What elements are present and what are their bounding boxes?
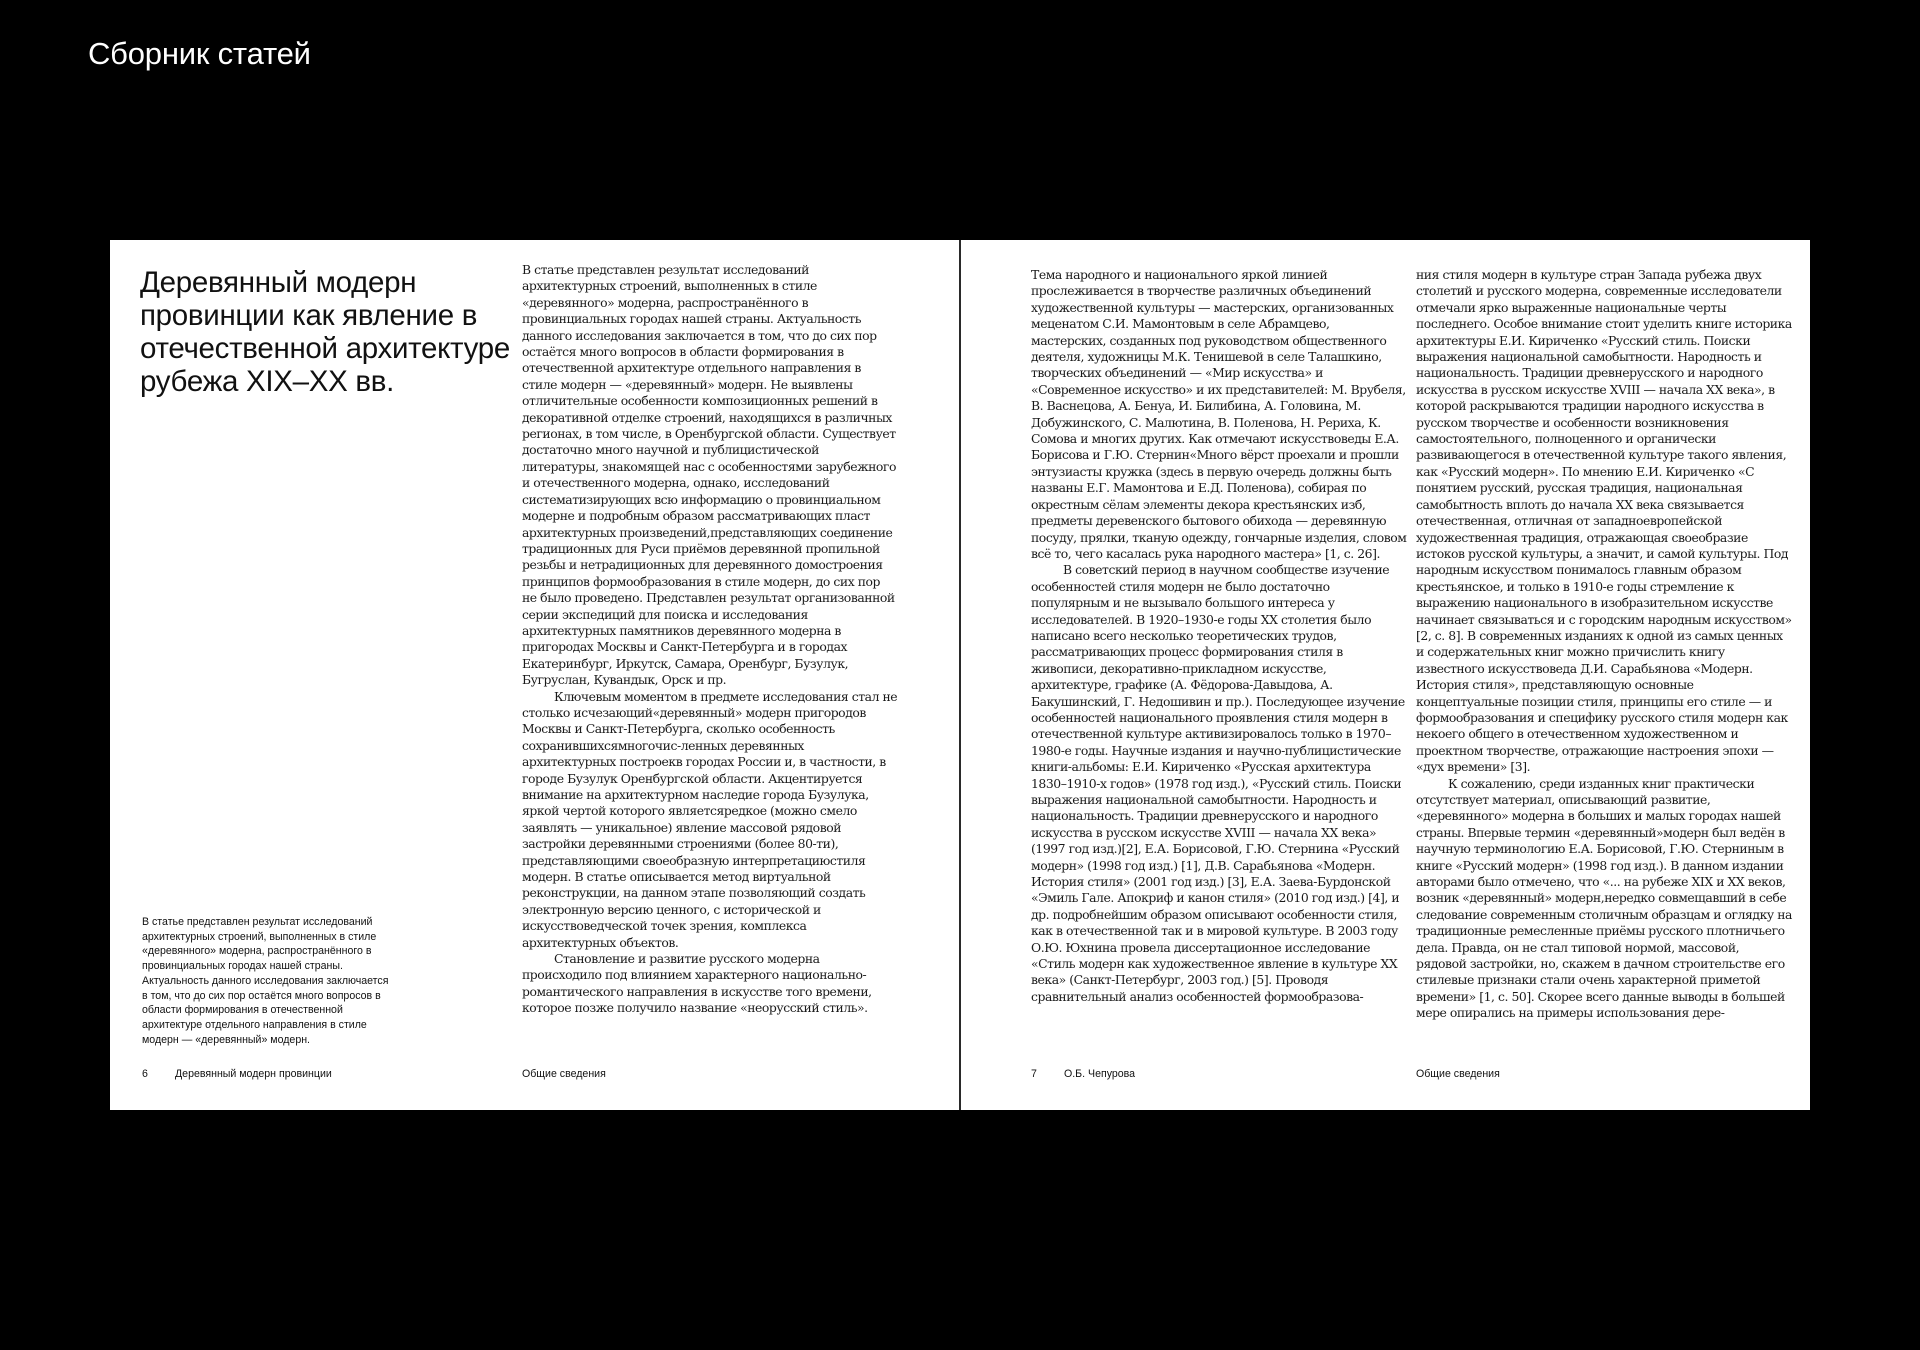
book-spread [110,240,1810,1110]
page-number: 6 [142,1068,148,1080]
article-abstract: В статье представлен результат исследований архитектурных строений, выполненных в стиле «деревянного» модерна, распространённого в провинциальных городах нашей страны. Актуальность данного исследования заключается в том, что до сих пор остаётся много вопросов в области формирования в отечественной архитектуре отдельного направления в стиле модерн — «деревянный» модерн. [142,916,389,1046]
left-page-body-column [522,262,898,1017]
body-paragraph: Становление и развитие русского модерна происходило под влиянием характерного национально-романтического направления в искусстве того времени, которое позже получило название «неорусский стиль». [522,951,872,1016]
page-number: 7 [1031,1068,1037,1080]
collection-title: Сборник статей [88,36,311,71]
right-page-column-1 [1031,267,1407,1005]
right-page-section-label [1416,1068,1500,1080]
left-page [110,240,959,1110]
body-paragraph: ния стиля модерн в культуре стран Запада рубежа двух столетий и русского модерна, современные исследователи отмечали ярко выраженные национальные черты последнего. Особое внимание стоит уделить книге историка архитектуры Е.И. Кириченко «Русский стиль. Поиски выражения национальной самобытности. Народность и национальность. Традиции древнерусского и народного искусства в русском искусстве XVIII — начала XX века», в которой раскрываются традиции народного искусства в русском творчестве и особенности возникновения самостоятельного, полноценного и органически развивающегося в отечественной культуре такого явления, как «Русский модерн». По мнению Е.И. Кириченко «С понятием русский, русская традиция, национальная самобытность вплоть до начала XX века связывается отечественная, отличная от западноевропейской художественная традиция, отражающая своеобразие истоков русской культуры, а значит, и самой культуры. Под народным искусством понималось главным образом крестьянское, и только в 1910-е годы стремление к выражению национального в изобразительном искусстве начинает связываться и с городским народным искусством» [2, с. 8]. В современных изданиях к одной из самых ценных и содержательных книг можно причислить книгу известного искусствоведа Д.И. Сарабьянова «Модерн. История стиля», представляющую основные концептуальные позиции стиля, принципы его стиле — и формообразования и специфику русского стиля модерн как некоего общего в отечественном художественном и проектном творчестве, отражающие настроения эпохи — «дух времени» [3]. [1416,267,1792,775]
right-page [961,240,1810,1110]
left-page-footer [142,1068,332,1080]
left-page-section-label [522,1068,606,1080]
body-paragraph: Ключевым моментом в предмете исследования стал не столько исчезающий«деревянный» модерн пригородов Москвы и Санкт-Петербурга, сколько особенность сохранившихсямногочис-ленных деревянных архитектурных построекв городах России и, в частности, в городе Бузулук Оренбургской области. Акцентируется внимание на архитектурном наследие города Бузулука, яркой чертой которого являетсяредкое (можно смело заявлять — уникальное) явление массовой рядовой застройки деревянными строениями (более 80-ти), представляющими своеобразную интерпретациюстиля модерн. В статье описывается метод виртуальной реконструкции, на данном этапе позволяющий создать электронную версию ценного, с исторической и искусствоведческой точек зрения, комплекса архитектурных объектов. [522,688,898,950]
body-paragraph: В советский период в научном сообществе изучение особенностей стиля модерн не было достаточно популярным и не вызывало большого интереса у исследователей. В 1920–1930-е годы XX столетия было написано всего несколько теоретических трудов, рассматривающих процесс формирования стиля в живописи, декоративно-прикладном искусстве, архитектуре, графике (А. Фёдорова-Давыдова, А. Бакушинский, Г. Недошивин и пр.). Последующее изучение особенностей национального проявления стиля модерн в отечественной культуре активизировалось только в 1970–1980-е годы. Научные издания и научно-публицистические книги-альбомы: Е.И. Кириченко «Русская архитектура 1830–1910-х годов» (1978 год изд.), «Русский стиль. Поиски выражения национальной самобытности. Народность и национальность. Традиции древнерусского и народного искусства в русском искусстве XVIII — начала XX века» (1997 год изд.)[2], Е.А. Борисовой, Г.Ю. Стернина «Русский модерн» (1998 год изд.) [1], Д.В. Сарабьянова «Модерн. История стиля» (2001 год изд.) [3], Е.А. Заева-Бурдонской «Эмиль Гале. Апокриф и канон стиля» (2010 год изд.) [4], и др. подробнейшим образом описывают особенности стиля, как в отечественной так и в мировой культуре. В 2003 году О.Ю. Юхнина провела диссертационное исследование «Стиль модерн как художественное явление в культуре XX века» (Санкт-Петербург, 2003 год.) [5]. Проводя сравнительный анализ особенностей формообразова- [1031,562,1405,1004]
body-paragraph: К сожалению, среди изданных книг практически отсутствует материал, описывающий развитие, «деревянного» модерна в больших и малых городах нашей страны. Впервые термин «деревянный»модерн был ведён в научную терминологию Е.А. Борисовой, Г.Ю. Стерниным в книге «Русский модерн» (1998 год изд.). В данном издании авторами было отмечено, что «... на рубеже XIX и XX веков, возник «деревянный» модерн,нередко совмещавший в себе следование современным столичным образцам и оглядку на традиционные ремесленные приёмы русского плотничьего дела. Правда, он не стал типовой нормой, массовой, рядовой застройки, но, скажем в дачном строительстве его стилевые признаки стали очень характерной приметой времени» [1, с. 50]. Скорее всего данные выводы в большей мере опирались на примеры использования дере- [1416,775,1792,1021]
right-page-column-2 [1416,267,1792,1022]
article-title: Деревянный модерн провинции как явление в отечественной архитектуре рубежа XIX–XX вв. [140,266,510,398]
author-name: О.Б. Чепурова [1064,1068,1136,1080]
right-page-footer [1031,1068,1135,1080]
body-paragraph: В статье представлен результат исследований архитектурных строений, выполненных в стиле «деревянного» модерна, распространённого в провинциальных городах нашей страны. Актуальность данного исследования заключается в том, что до сих пор остаётся много вопросов в области формирования в отечественной архитектуре отдельного направления в стиле модерн — «деревянный» модерн. Не выявлены отличительные особенности композиционных решений в декоративной отделке строений, находящихся в различных регионах, в том числе, в Оренбургской области. Существует достаточно много научной и публицистической литературы, знакомящей нас с особенностями зарубежного и отечественного модерна, однако, исследований систематизирующих всю информацию о провинциальном модерне и подробным образом рассматривающих пласт архитектурных произведений,представляющих соединение традиционных для Руси приёмов деревянной пропильной резьбы и нетрадиционных для деревянного домостроения принципов формообразования в стиле модерн, до сих пор не было проведено. Представлен результат организованной серии экспедиций для поиска и исследования архитектурных памятников деревянного модерна в пригородах Москвы и Санкт-Петербурга и в городах Екатеринбург, Иркутск, Самара, Оренбург, Бузулук, Бугруслан, Кувандык, Орск и пр. [522,262,896,688]
section-label: Общие сведения [1416,1068,1500,1080]
section-label: Общие сведения [522,1068,606,1080]
running-title: Деревянный модерн провинции [175,1068,332,1080]
body-paragraph: Тема народного и национального яркой линией прослеживается в творчестве различных объединений художественной культуры — мастерских, организованных меценатом С.И. Мамонтовым в селе Абрамцево, мастерских, созданных под руководством общественного деятеля, художницы М.К. Тенишевой в селе Талашкино, творческих объединений — «Мир искусства» и «Современное искусство» и их представителей: М. Врубеля, В. Васнецова, А. Бенуа, И. Билибина, А. Головина, М. Добужинского, С. Малютина, В. Поленова, Н. Рериха, К. Сомова и многих других. Как отмечают искусствоведы Е.А. Борисова и Г.Ю. Стернин«Много вёрст проехали и прошли энтузиасты кружка (здесь в первую очередь должны быть названы Е.Г. Мамонтова и Е.Д. Поленова), собирая по окрестным сёлам элементы декора крестьянских изб, предметы деревенского бытового обихода — деревянную посуду, прялки, тканую одежду, гончарные изделия, словом всё то, чего касалась рука народного мастера» [1, с. 26]. [1031,267,1407,561]
